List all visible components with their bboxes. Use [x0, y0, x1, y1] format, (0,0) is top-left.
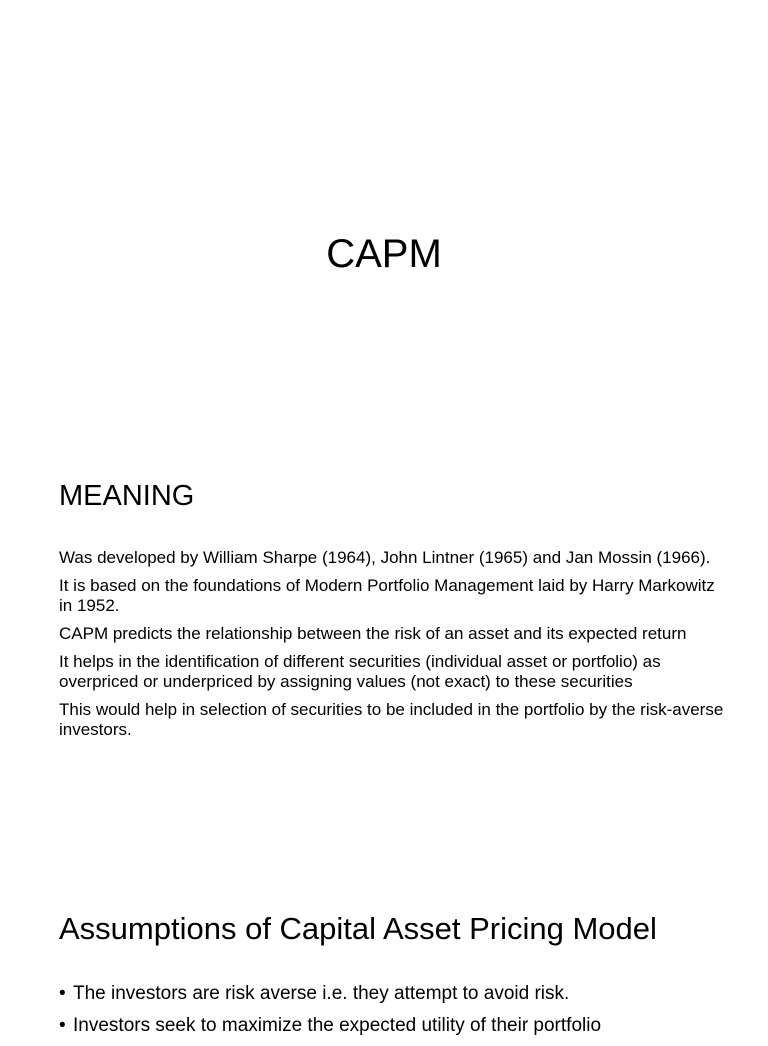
bullet-icon: • — [59, 983, 66, 1004]
meaning-paragraph: Was developed by William Sharpe (1964), John Lintner (1965) and Jan Mossin (1966). — [59, 548, 711, 567]
meaning-heading: MEANING — [59, 480, 195, 512]
assumption-text: The investors are risk averse i.e. they attempt to avoid risk. — [73, 983, 570, 1004]
bullet-icon: • — [59, 1015, 66, 1036]
meaning-paragraph: It helps in the identification of different securities (individual asset or portfolio) as overpriced or underpriced by assigning values (not exact) to these securities — [59, 652, 661, 691]
meaning-paragraph: It is based on the foundations of Modern Portfolio Management laid by Harry Markowitz in 1952. — [59, 576, 715, 615]
assumption-text: Investors seek to maximize the expected utility of their portfolio — [73, 1015, 602, 1036]
meaning-paragraph: This would help in selection of securities to be included in the portfolio by the risk-averse investors. — [59, 700, 724, 739]
meaning-paragraph-list — [59, 548, 729, 748]
title-slide — [0, 0, 768, 432]
meaning-paragraph: CAPM predicts the relationship between the risk of an asset and its expected return — [59, 624, 687, 643]
slide-title: CAPM — [326, 232, 442, 276]
assumption-bullet-item — [59, 1014, 729, 1038]
assumptions-bullet-list — [59, 982, 729, 1046]
assumption-bullet-item — [59, 982, 729, 1006]
assumptions-heading: Assumptions of Capital Asset Pricing Model — [59, 911, 657, 946]
meaning-slide — [0, 432, 768, 864]
assumptions-slide — [0, 864, 768, 1036]
